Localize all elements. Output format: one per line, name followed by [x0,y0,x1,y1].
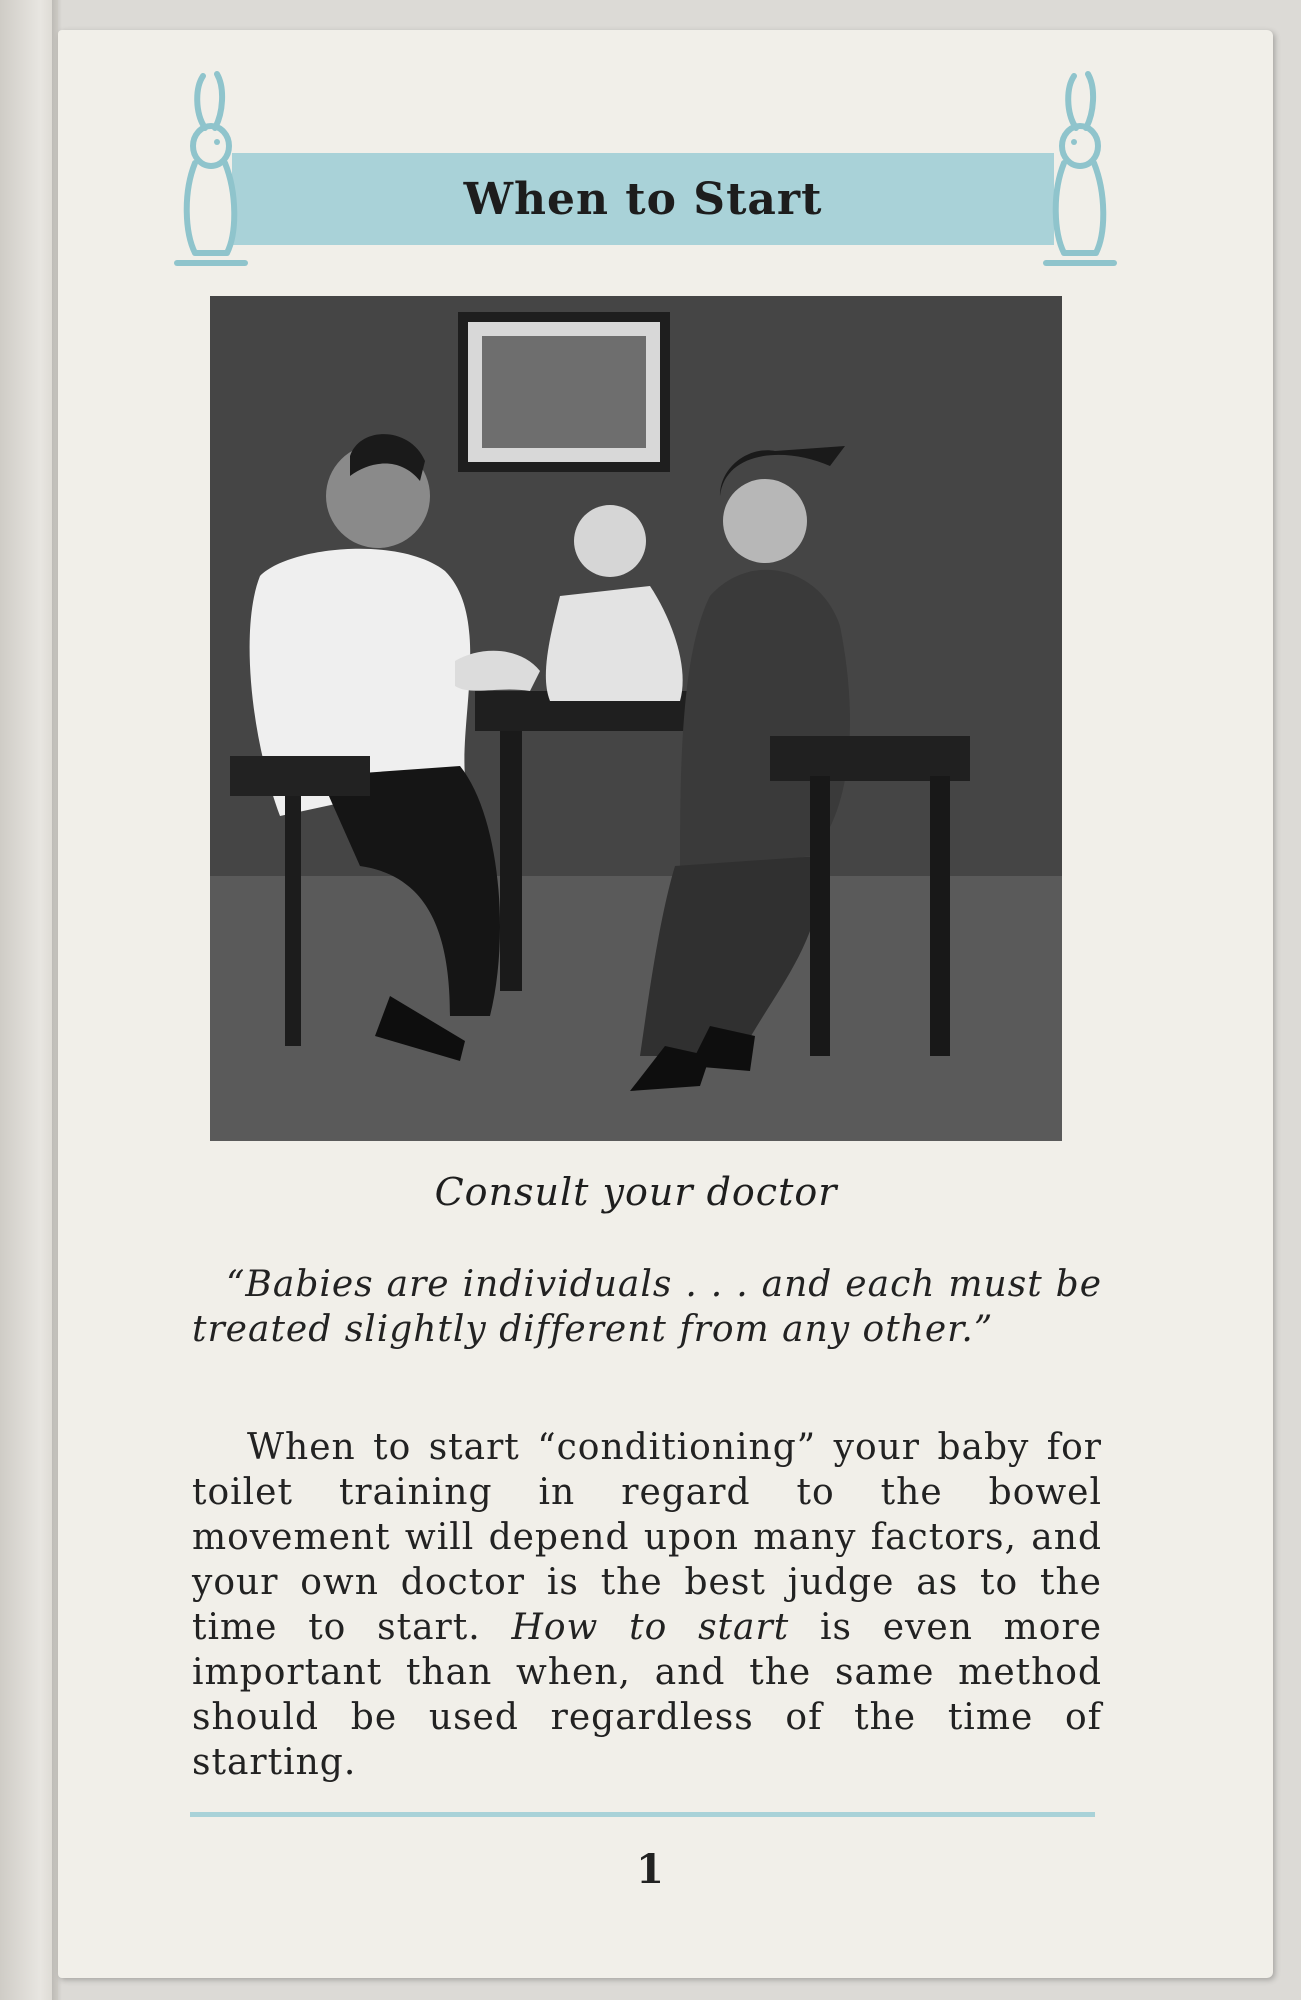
footer-rule [190,1812,1095,1817]
paragraph-text-start: When to start “conditioning” your baby for toilet training in regard to the bowel movement will depend upon many factors, and your own doctor is the best judge as to the time to start. [192,1427,1102,1648]
doctor-quote: “Babies are individuals . . . and each must be treated slightly different from any other.” [192,1264,1102,1350]
paragraph-emphasis: How to start [511,1607,790,1648]
facing-page-edge [0,0,58,2000]
rabbit-icon [165,68,257,283]
paragraph-text-end: is even more important than when, and the same method should be used regardless of the time of starting. [192,1607,1102,1783]
page-title: When to Start [463,173,823,225]
body-paragraph [192,1425,1102,1785]
doctor-consultation-photo [210,296,1062,1141]
page-number: 1 [636,1846,664,1893]
rabbit-icon [1034,68,1126,283]
photo-caption: Consult your doctor [434,1170,838,1214]
